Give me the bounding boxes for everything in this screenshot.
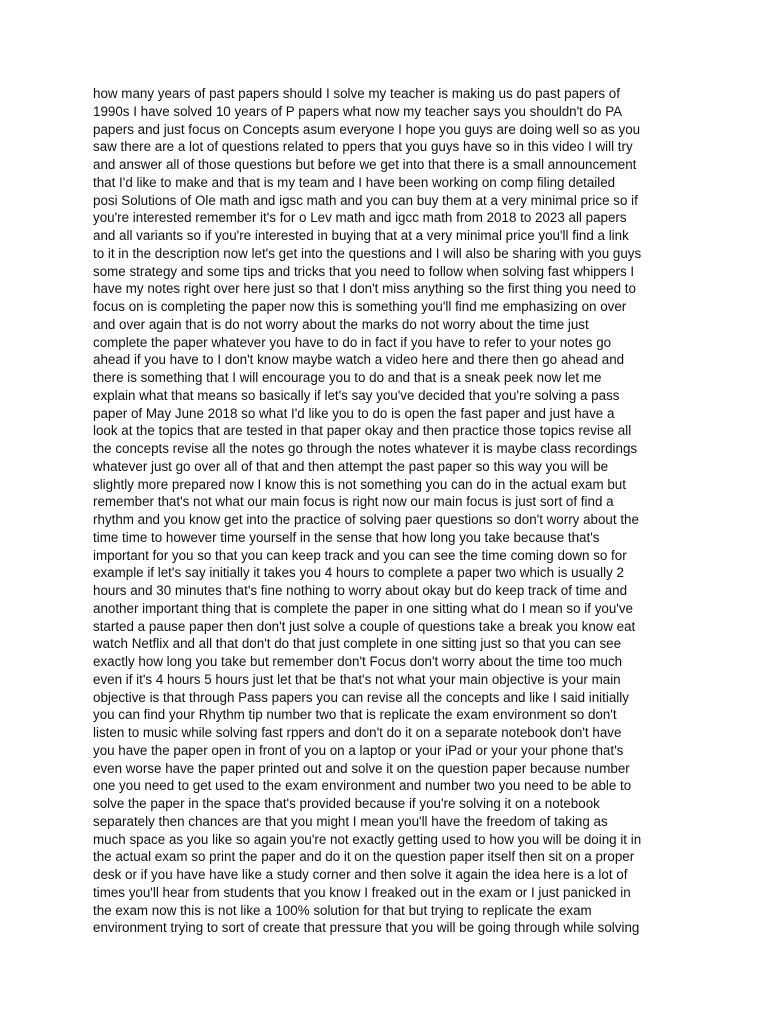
- transcript-text: how many years of past papers should I solve my teacher is making us do past papers of 1990s I have solved 10 years of P papers what now my teacher says you shouldn't do PA papers and just focus on Concepts asum everyone I hope you guys are doing well so as you saw there are a lot of questions related to ppers that you guys have so in this video I will try and answer all of those questions but before we get into that there is a small announcement that I'd like to make and that is my team and I have been working on comp filing detailed posi Solutions of Ole math and igsc math and you can buy them at a very minimal price so if you're interested remember it's for o Lev math and igcc math from 2018 to 2023 all papers and all variants so if you're interested in buying that at a very minimal price you'll find a link to it in the description now let's get into the questions and I will also be sharing with you guys some strategy and some tips and tricks that you need to follow when solving fast whippers I have my notes right over here just so that I don't miss anything so the first thing you need to focus on is completing the paper now this is something you'll find me emphasizing on over and over again that is do not worry about the marks do not worry about the time just complete the paper whatever you have to do in fact if you have to refer to your notes go ahead if you have to I don't know maybe watch a video here and there then go ahead and there is something that I will encourage you to do and that is a sneak peek now let me explain what that means so basically if let's say you've decided that you're solving a pass paper of May June 2018 so what I'd like you to do is open the fast paper and just have a look at the topics that are tested in that paper okay and then practice those topics revise all the concepts revise all the notes go through the notes whatever it is maybe class recordings whatever just go over all of that and then attempt the past paper so this way you will be slightly more prepared now I know this is not something you can do in the actual exam but remember that's not what our main focus is right now our main focus is just sort of find a rhythm and you know get into the practice of solving paer questions so don't worry about the time time to however time yourself in the sense that how long you take because that's important for you so that you can keep track and you can see the time coming down so for example if let's say initially it takes you 4 hours to complete a paper two which is usually 2 hours and 30 minutes that's fine nothing to worry about okay but do keep track of time and another important thing that is complete the paper in one sitting what do I mean so if you've started a pause paper then don't just solve a couple of questions take a break you know eat watch Netflix and all that don't do that just complete in one sitting just so that you can see exactly how long you take but remember don't Focus don't worry about the time too much even if it's 4 hours 5 hours just let that be that's not what your main objective is your main objective is that through Pass papers you can revise all the concepts and like I said initially you can find your Rhythm tip number two that is replicate the exam environment so don't listen to music while solving fast rppers and don't do it on a separate notebook don't have you have the paper open in front of you on a laptop or your iPad or your your phone that's even worse have the paper printed out and solve it on the question paper because number one you need to get used to the exam environment and number two you need to be able to solve the paper in the space that's provided because if you're solving it on a notebook separately then chances are that you might I mean you'll have the freedom of taking as much space as you like so again you're not exactly getting used to how you will be doing it in the actual exam so print the paper and do it on the question paper itself then sit on a proper desk or if you have have like a study corner and then solve it again the idea here is a lot of times you'll hear from students that you know I freaked out in the exam or I just panicked in the exam now this is not like a 100% solution for that but trying to replicate the exam environment trying to sort of create that pressure that you will be going through while solving: [93, 86, 642, 936]
